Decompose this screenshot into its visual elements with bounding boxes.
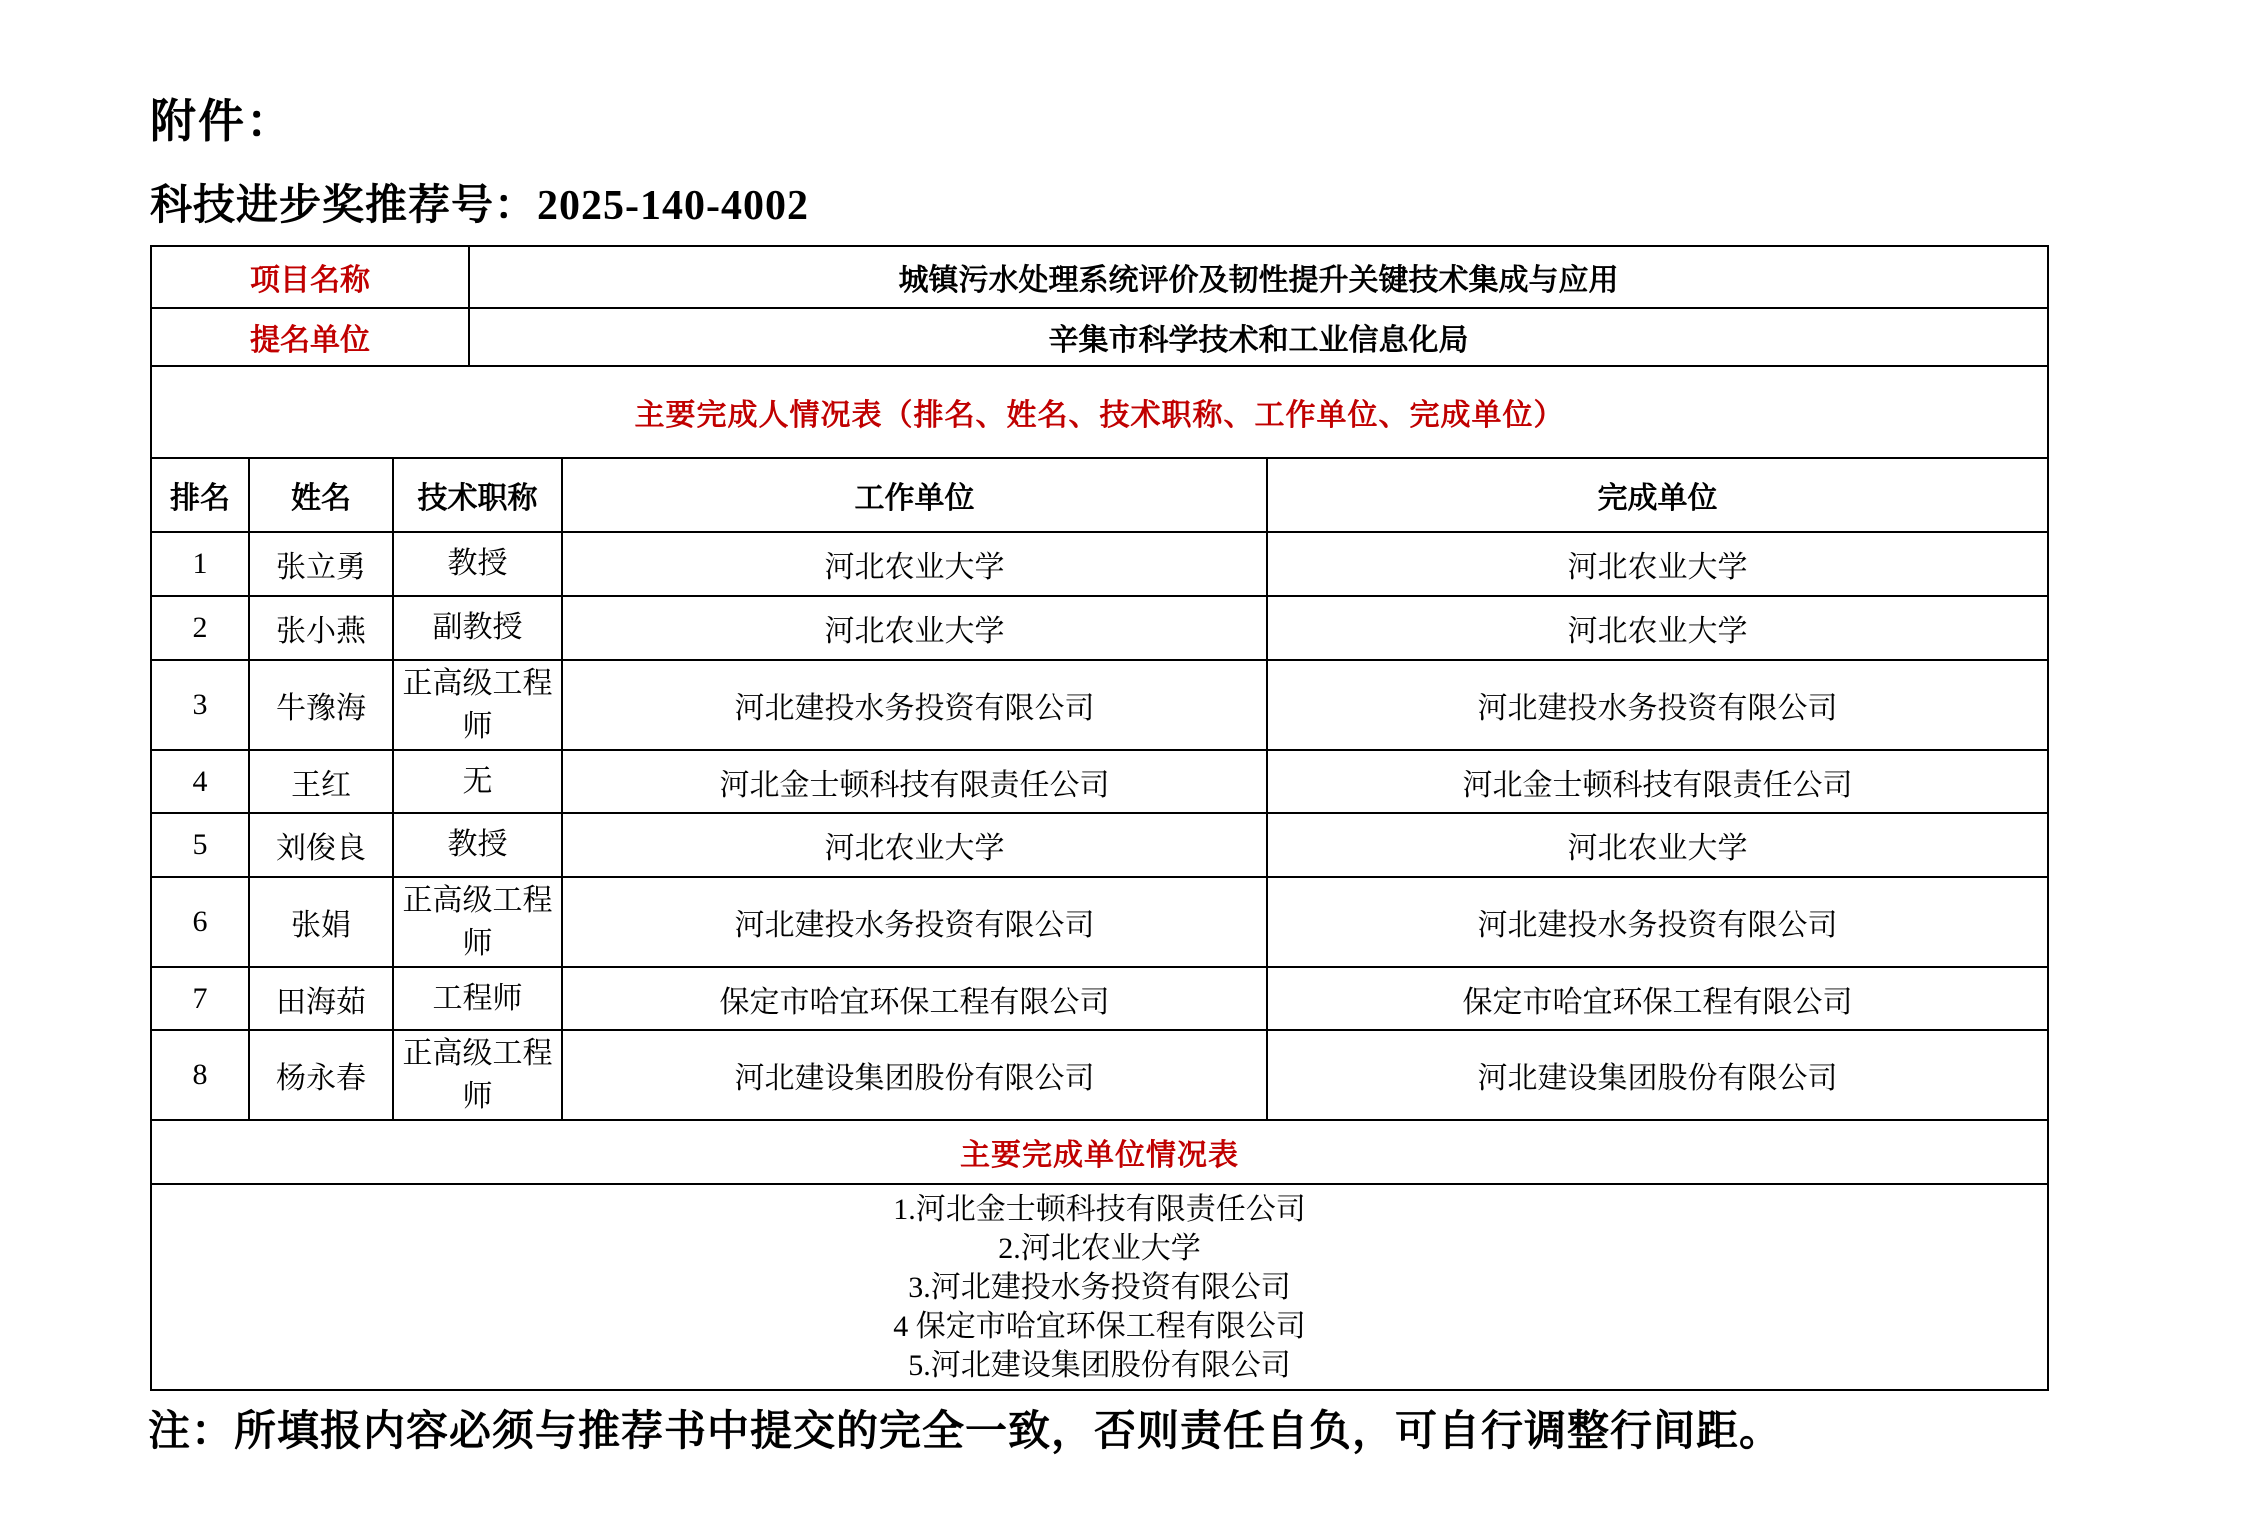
- completion-unit-cell: 河北建设集团股份有限公司: [1267, 1030, 2048, 1120]
- title-cell: 无: [393, 750, 562, 813]
- completion-unit-cell: 河北农业大学: [1267, 813, 2048, 877]
- nominator-row: [151, 308, 2048, 366]
- recommendation-number: 2025-140-4002: [537, 183, 809, 229]
- name-cell: 张娟: [249, 877, 393, 967]
- work-unit-cell: 河北建投水务投资有限公司: [562, 660, 1267, 750]
- name-cell: 刘俊良: [249, 813, 393, 877]
- completer-row: [151, 877, 2048, 967]
- name-cell: 张小燕: [249, 596, 393, 660]
- nominator-label: 提名单位: [151, 308, 469, 366]
- title-cell: 正高级工程师: [393, 660, 562, 750]
- completers-title-row: [151, 366, 2048, 458]
- completer-row: [151, 1030, 2048, 1120]
- units-list-cell: [151, 1184, 2048, 1390]
- name-cell: 王红: [249, 750, 393, 813]
- header-completion-unit: 完成单位: [1267, 458, 2048, 532]
- name-cell: 张立勇: [249, 532, 393, 596]
- work-unit-cell: 河北农业大学: [562, 813, 1267, 877]
- completer-row: [151, 660, 2048, 750]
- completer-row: [151, 813, 2048, 877]
- completers-header-row: [151, 458, 2048, 532]
- rank-cell: 1: [151, 532, 249, 596]
- header-work-unit: 工作单位: [562, 458, 1267, 532]
- header-title: 技术职称: [393, 458, 562, 532]
- title-cell: 正高级工程师: [393, 1030, 562, 1120]
- completion-unit-cell: 河北农业大学: [1267, 532, 2048, 596]
- title-cell: 工程师: [393, 967, 562, 1030]
- project-name-row: [151, 246, 2048, 308]
- rank-cell: 6: [151, 877, 249, 967]
- rank-cell: 5: [151, 813, 249, 877]
- footer-note: 注：所填报内容必须与推荐书中提交的完全一致，否则责任自负，可自行调整行间距。: [148, 1409, 1783, 1455]
- work-unit-cell: 保定市哈宜环保工程有限公司: [562, 967, 1267, 1030]
- work-unit-cell: 河北农业大学: [562, 532, 1267, 596]
- rank-cell: 7: [151, 967, 249, 1030]
- completion-unit-cell: 河北建投水务投资有限公司: [1267, 877, 2048, 967]
- work-unit-cell: 河北金士顿科技有限责任公司: [562, 750, 1267, 813]
- work-unit-cell: 河北建投水务投资有限公司: [562, 877, 1267, 967]
- units-table-title: 主要完成单位情况表: [151, 1120, 2048, 1184]
- units-title-row: [151, 1120, 2048, 1184]
- unit-list-item: 4 保定市哈宜环保工程有限公司: [893, 1309, 1306, 1343]
- completer-row: [151, 750, 2048, 813]
- rank-cell: 4: [151, 750, 249, 813]
- completer-row: [151, 532, 2048, 596]
- rank-cell: 3: [151, 660, 249, 750]
- unit-list-item: 2.河北农业大学: [998, 1231, 1201, 1265]
- name-cell: 牛豫海: [249, 660, 393, 750]
- completion-unit-cell: 河北金士顿科技有限责任公司: [1267, 750, 2048, 813]
- unit-list-item: 5.河北建设集团股份有限公司: [908, 1348, 1291, 1382]
- name-cell: 田海茹: [249, 967, 393, 1030]
- completers-table-title: 主要完成人情况表（排名、姓名、技术职称、工作单位、完成单位）: [151, 366, 2048, 458]
- nominator-value: 辛集市科学技术和工业信息化局: [469, 308, 2048, 366]
- recommendation-label: 科技进步奖推荐号：: [150, 183, 538, 229]
- work-unit-cell: 河北建设集团股份有限公司: [562, 1030, 1267, 1120]
- completer-row: [151, 967, 2048, 1030]
- recommendation-line: [150, 172, 809, 232]
- completion-unit-cell: 河北农业大学: [1267, 596, 2048, 660]
- attachment-label: 附件：: [150, 96, 294, 147]
- project-name-label: 项目名称: [151, 246, 469, 308]
- rank-cell: 8: [151, 1030, 249, 1120]
- completion-unit-cell: 保定市哈宜环保工程有限公司: [1267, 967, 2048, 1030]
- completion-unit-cell: 河北建投水务投资有限公司: [1267, 660, 2048, 750]
- rank-cell: 2: [151, 596, 249, 660]
- title-cell: 正高级工程师: [393, 877, 562, 967]
- award-table: [150, 245, 2049, 1391]
- project-name-value: 城镇污水处理系统评价及韧性提升关键技术集成与应用: [469, 246, 2048, 308]
- header-rank: 排名: [151, 458, 249, 532]
- unit-list-item: 3.河北建投水务投资有限公司: [908, 1270, 1291, 1304]
- header-name: 姓名: [249, 458, 393, 532]
- unit-list-item: 1.河北金士顿科技有限责任公司: [893, 1192, 1306, 1226]
- title-cell: 副教授: [393, 596, 562, 660]
- work-unit-cell: 河北农业大学: [562, 596, 1267, 660]
- title-cell: 教授: [393, 532, 562, 596]
- title-cell: 教授: [393, 813, 562, 877]
- completer-row: [151, 596, 2048, 660]
- name-cell: 杨永春: [249, 1030, 393, 1120]
- units-list-row: [151, 1184, 2048, 1390]
